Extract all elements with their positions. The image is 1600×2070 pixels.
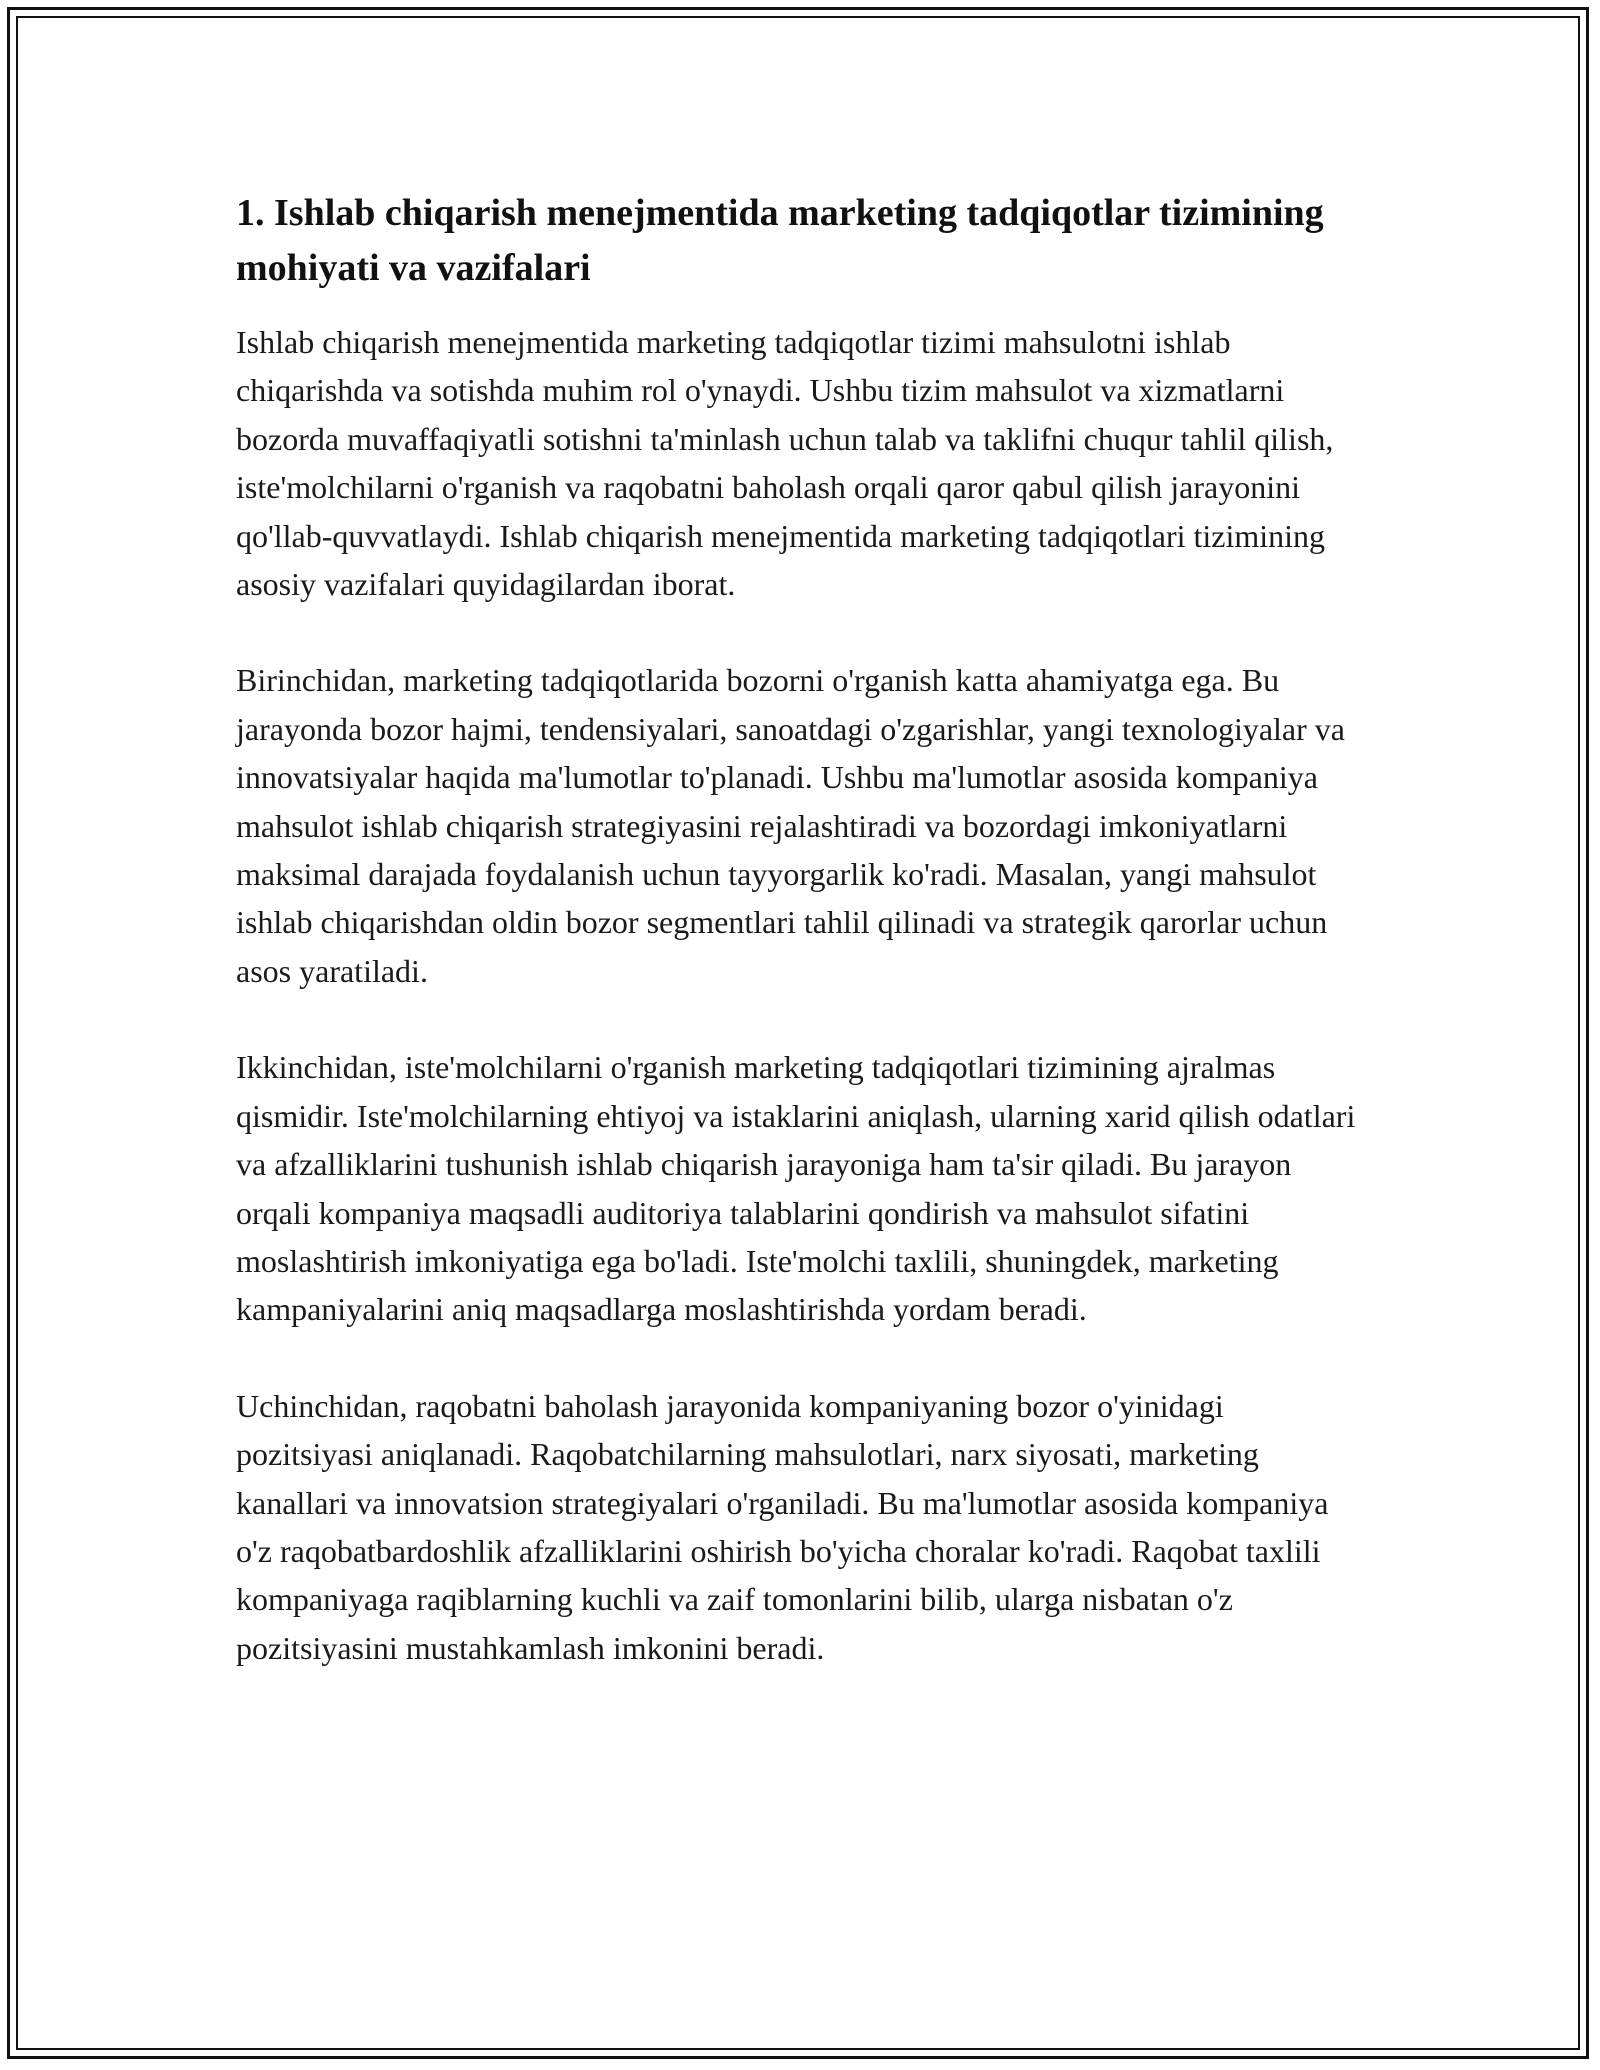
paragraph-first: Birinchidan, marketing tadqiqotlarida bozorni o'rganish katta ahamiyatga ega. Bu jarayonda bozor hajmi, tendensiyalari, sanoatdagi o'zgarishlar, yangi texnologiyalar va innovatsiyalar haqida ma'lumotlar to'planadi. Ushbu ma'lumotlar asosida kompaniya mahsulot ishlab chiqarish strategiyasini rejalashtiradi va bozordagi imkoniyatlarni maksimal darajada foydalanish uchun tayyorgarlik ko'radi. Masalan, yangi mahsulot ishlab chiqarishdan oldin bozor segmentlari tahlil qilinadi va strategik qarorlar uchun asos yaratiladi. — [236, 662, 1345, 989]
paragraph-intro: Ishlab chiqarish menejmentida marketing tadqiqotlar tizimi mahsulotni ishlab chiqarishda va sotishda muhim rol o'ynaydi. Ushbu tizim mahsulot va xizmatlarni bozorda muvaffaqiyatli sotishni ta'minlash uchun talab va taklifni chuqur tahlil qilish, iste'molchilarni o'rganish va raqobatni baholash orqali qaror qabul qilish jarayonini qo'llab-quvvatlaydi. Ishlab chiqarish menejmentida marketing tadqiqotlari tizimining asosiy vazifalari quyidagilardan iborat. — [236, 324, 1334, 603]
document-body — [236, 186, 1366, 1720]
paragraph-second: Ikkinchidan, iste'molchilarni o'rganish marketing tadqiqotlari tizimining ajralmas qismidir. Iste'molchilarning ehtiyoj va istaklarini aniqlash, ularning xarid qilish odatlari va afzalliklarini tushunish ishlab chiqarish jarayoniga ham ta'sir qiladi. Bu jarayon orqali kompaniya maqsadli auditoriya talablarini qondirish va mahsulot sifatini moslashtirish imkoniyatiga ega bo'ladi. Iste'molchi taxlili, shuningdek, marketing kampaniyalarini aniq maqsadlarga moslashtirishda yordam beradi. — [236, 1049, 1356, 1328]
page-title: 1. Ishlab chiqarish menejmentida marketing tadqiqotlar tizimining mohiyati va vazifalari — [236, 192, 1324, 289]
paragraph-third: Uchinchidan, raqobatni baholash jarayonida kompaniyaning bozor o'yinidagi pozitsiyasi aniqlanadi. Raqobatchilarning mahsulotlari, narx siyosati, marketing kanallari va innovatsion strategiyalari o'rganiladi. Bu ma'lumotlar asosida kompaniya o'z raqobatbardoshlik afzalliklarini oshirish bo'yicha choralar ko'radi. Raqobat taxlili kompaniyaga raqiblarning kuchli va zaif tomonlarini bilib, ularga nisbatan o'z pozitsiyasini mustahkamlash imkonini beradi. — [236, 1387, 1329, 1666]
